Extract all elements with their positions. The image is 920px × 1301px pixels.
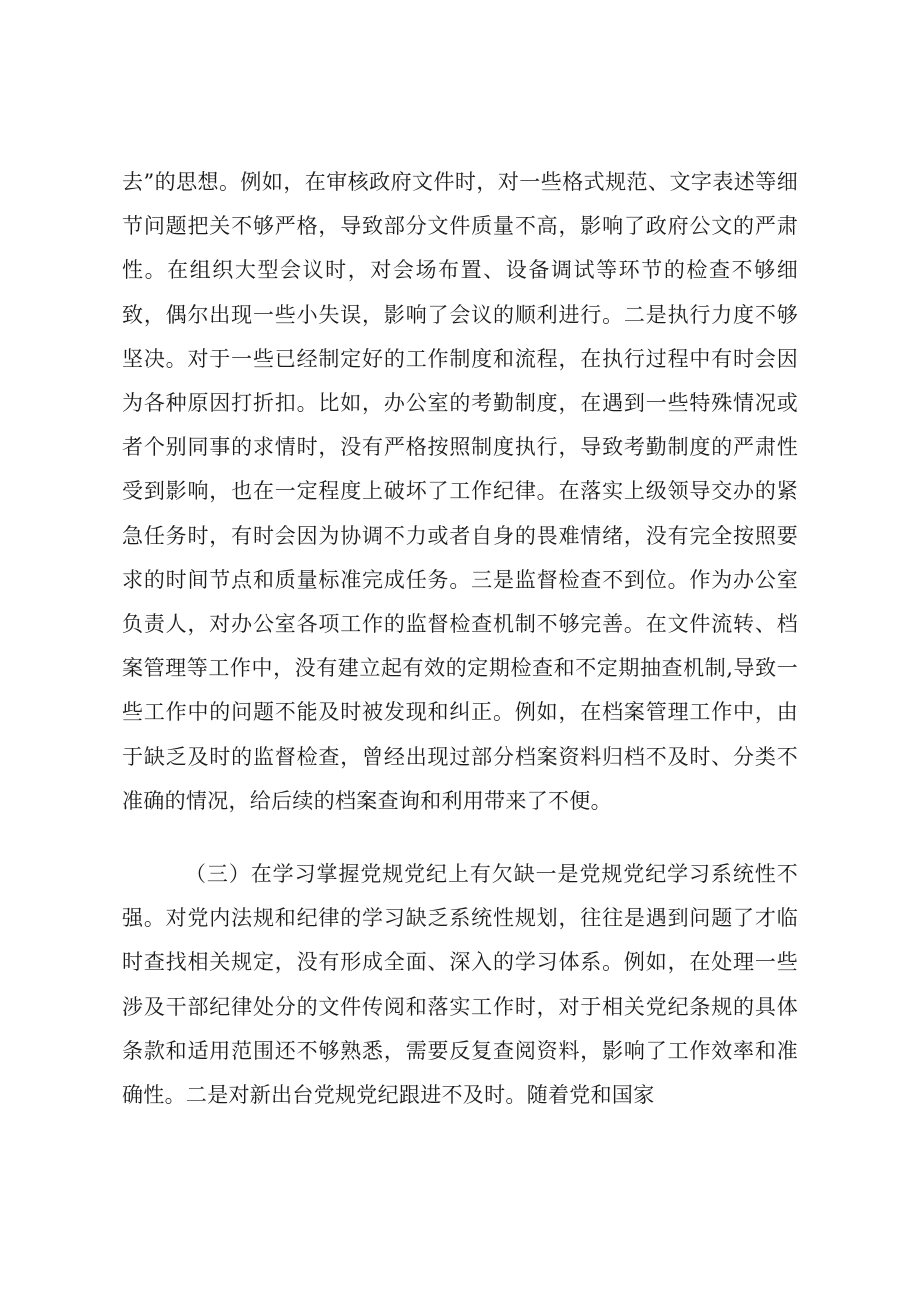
paragraph-2: （三）在学习掌握党规党纪上有欠缺一是党规党纪学习系统性不强。对党内法规和纪律的学习缺乏系统性规划，往往是遇到问题了才临时查找相关规定，没有形成全面、深入的学习体系。例如，在处理一些涉及干部纪律处分的文件传阅和落实工作时，对于相关党纪条规的具体条款和适用范围还不够熟悉，需要反复查阅资料，影响了工作效率和准确性。二是对新出台党规党纪跟进不及时。随着党和国家 [122, 862, 798, 1108]
body-text-section-3 [122, 852, 798, 1117]
body-text-continued [122, 160, 798, 823]
paragraph-1: 去”的思想。例如，在审核政府文件时，对一些格式规范、文字表述等细节问题把关不够严格，导致部分文件质量不高，影响了政府公文的严肃性。在组织大型会议时，对会场布置、设备调试等环节的检查不够细致，偶尔出现一些小失误，影响了会议的顺利进行。二是执行力度不够坚决。对于一些已经制定好的工作制度和流程，在执行过程中有时会因为各种原因打折扣。比如，办公室的考勤制度，在遇到一些特殊情况或者个别同事的求情时，没有严格按照制度执行，导致考勤制度的严肃性受到影响，也在一定程度上破坏了工作纪律。在落实上级领导交办的紧急任务时，有时会因为协调不力或者自身的畏难情绪，没有完全按照要求的时间节点和质量标准完成任务。三是监督检查不到位。作为办公室负责人，对办公室各项工作的监督检查机制不够完善。在文件流转、档案管理等工作中，没有建立起有效的定期检查和不定期抽查机制,导致一些工作中的问题不能及时被发现和纠正。例如，在档案管理工作中，由于缺乏及时的监督检查，曾经出现过部分档案资料归档不及时、分类不准确的情况，给后续的档案查询和利用带来了不便。 [122, 170, 798, 813]
